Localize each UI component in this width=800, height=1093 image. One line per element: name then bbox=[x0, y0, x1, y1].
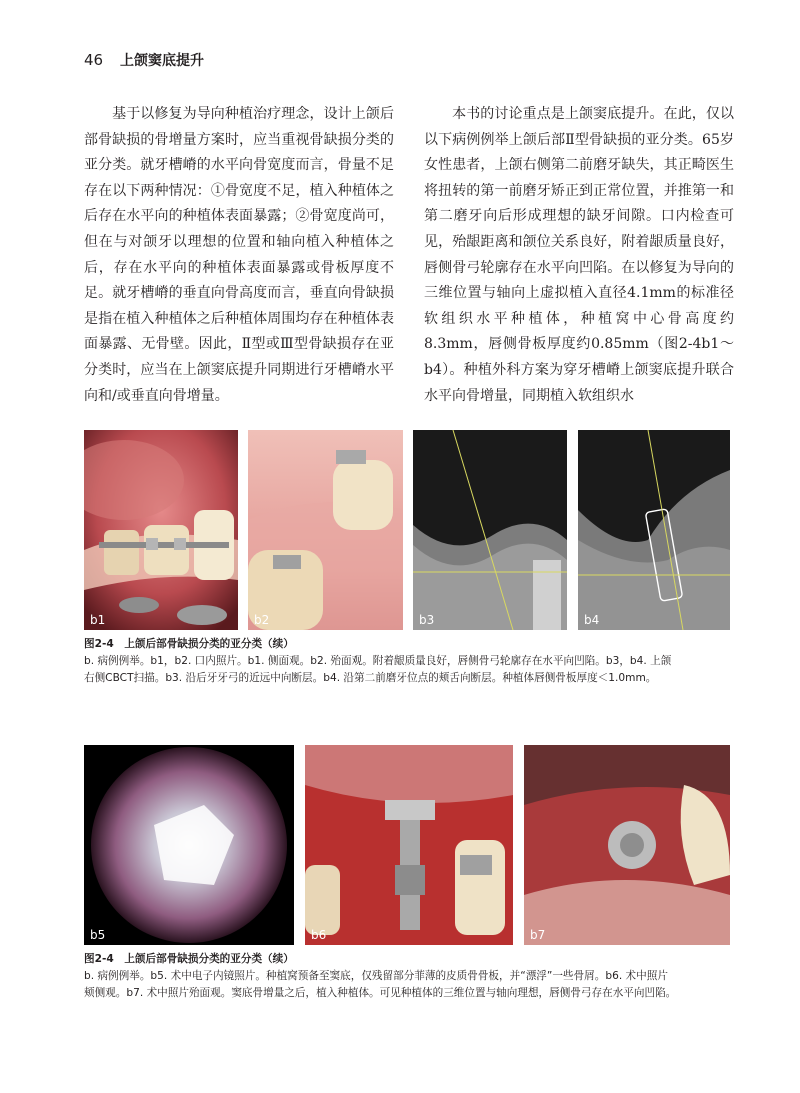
photo-b2-intraoral-occlusal bbox=[248, 430, 403, 630]
figure-label: b3 bbox=[419, 613, 435, 627]
body-column-left bbox=[84, 102, 394, 409]
caption-title: 图2-4 上颌后部骨缺损分类的亚分类（续） bbox=[84, 953, 294, 965]
body-column-right bbox=[424, 102, 734, 409]
caption-line: b. 病例例举。b1，b2. 口内照片。b1. 侧面观。b2. 殆面观。附着龈质量良好，唇侧骨弓轮廓存在水平向凹陷。b3，b4. 上颌 bbox=[84, 655, 672, 667]
chapter-title: 上颌窦底提升 bbox=[119, 53, 204, 69]
figure-label: b6 bbox=[311, 928, 327, 942]
caption-line: b. 病例例举。b5. 术中电子内镜照片。种植窝预备至窦底，仅残留部分菲薄的皮质骨骨板，并“漂浮”一些骨屑。b6. 术中照片 bbox=[84, 970, 668, 982]
caption-line: 颊侧观。b7. 术中照片殆面观。窦底骨增量之后，植入种植体。可见种植体的三维位置与轴向理想，唇侧骨弓存在水平向凹陷。 bbox=[84, 987, 677, 999]
photo-b1-intraoral-lateral bbox=[84, 430, 238, 630]
figure-label: b7 bbox=[530, 928, 546, 942]
photo-b7-intraoperative-occlusal bbox=[524, 745, 730, 945]
figure-label: b5 bbox=[90, 928, 106, 942]
figure-label: b4 bbox=[584, 613, 600, 627]
running-header bbox=[84, 50, 204, 70]
caption-title: 图2-4 上颌后部骨缺损分类的亚分类（续） bbox=[84, 638, 294, 650]
caption-line: 右侧CBCT扫描。b3. 沿后牙牙弓的近远中向断层。b4. 沿第二前磨牙位点的颊舌向断层。种植体唇侧骨板厚度＜1.0mm。 bbox=[84, 672, 657, 684]
photo-b6-intraoperative-buccal bbox=[305, 745, 513, 945]
figure-label: b1 bbox=[90, 613, 106, 627]
page-number: 46 bbox=[84, 51, 104, 69]
photo-b4-cbct-buccolingual bbox=[578, 430, 730, 630]
figure-caption-row1 bbox=[84, 636, 734, 687]
photo-b5-endoscope bbox=[84, 745, 294, 945]
figure-label: b2 bbox=[254, 613, 270, 627]
paragraph: 基于以修复为导向种植治疗理念，设计上颌后部骨缺损的骨增量方案时，应当重视骨缺损分类的亚分类。就牙槽嵴的水平向骨宽度而言，骨量不足存在以下两种情况：①骨宽度不足，植入种植体之后存在水平向的种植体表面暴露；②骨宽度尚可，但在与对颌牙以理想的位置和轴向植入种植体之后，存在水平向的种植体表面暴露或骨板厚度不足。就牙槽嵴的垂直向骨高度而言，垂直向骨缺损是指在植入种植体之后种植体周围均存在种植体表面暴露、无骨壁。因此，Ⅱ型或Ⅲ型骨缺损存在亚分类时，应当在上颌窦底提升同期进行牙槽嵴水平向和/或垂直向骨增量。 bbox=[84, 106, 395, 404]
paragraph: 本书的讨论重点是上颌窦底提升。在此，仅以以下病例例举上颌后部Ⅱ型骨缺损的亚分类。65岁女性患者，上颌右侧第二前磨牙缺失，其正畸医生将扭转的第一前磨牙矫正到正常位置，并推第一和第二磨牙向后形成理想的缺牙间隙。口内检查可见，殆龈距离和颌位关系良好，附着龈质量良好，唇侧骨弓轮廓存在水平向凹陷。在以修复为导向的三维位置与轴向上虚拟植入直径4.1mm的标准径软组织水平种植体，种植窝中心骨高度约8.3mm，唇侧骨板厚度约0.85mm（图2-4b1～b4）。种植外科方案为穿牙槽嵴上颌窦底提升联合水平向骨增量，同期植入软组织水 bbox=[424, 106, 735, 404]
figure-caption-row2 bbox=[84, 951, 734, 1002]
photo-b3-cbct-mesiodistal bbox=[413, 430, 567, 630]
